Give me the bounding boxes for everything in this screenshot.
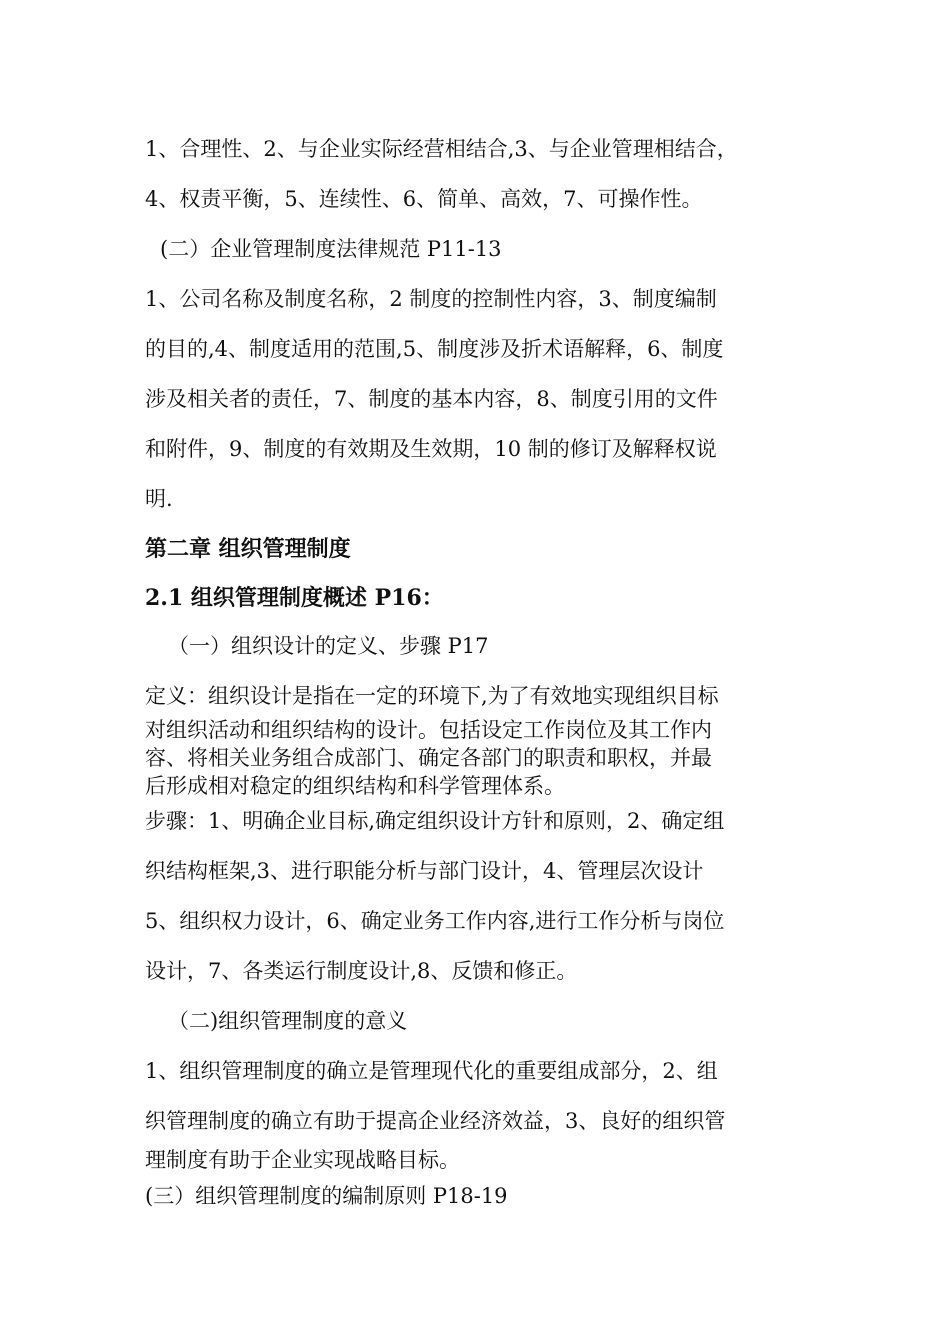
paragraph-line: 对组织活动和组织结构的设计。包括设定工作岗位及其工作内 (145, 718, 712, 742)
paragraph-line: 5、组织权力设计，6、确定业务工作内容,进行工作分析与岗位 (145, 909, 725, 933)
paragraph-line: 1、公司名称及制度名称，2 制度的控制性内容，3、制度编制 (145, 287, 717, 311)
paragraph-line: 涉及相关者的责任，7、制度的基本内容，8、制度引用的文件 (145, 387, 718, 411)
paragraph-line: 4、权责平衡，5、连续性、6、简单、高效，7、可操作性。 (145, 187, 703, 211)
paragraph-line: 织管理制度的确立有助于提高企业经济效益，3、良好的组织管 (145, 1109, 726, 1133)
section-heading: (三）组织管理制度的编制原则 P18-19 (145, 1184, 508, 1208)
paragraph-line: 和附件，9、制度的有效期及生效期，10 制的修订及解释权说 (145, 437, 717, 461)
chapter-heading: 第二章 组织管理制度 (145, 536, 351, 562)
paragraph-line: 步骤：1、明确企业目标,确定组织设计方针和原则，2、确定组 (145, 809, 725, 833)
paragraph-line: 设计，7、各类运行制度设计,8、反馈和修正。 (145, 959, 578, 983)
section-heading: (二）企业管理制度法律规范 P11-13 (160, 237, 502, 261)
paragraph-line: 1、组织管理制度的确立是管理现代化的重要组成部分，2、组 (145, 1059, 718, 1083)
paragraph-line: 定义：组织设计是指在一定的环境下,为了有效地实现组织目标 (145, 684, 719, 708)
section-heading: （二)组织管理制度的意义 (168, 1009, 408, 1033)
paragraph-line: 明. (145, 487, 173, 511)
paragraph-line: 织结构框架,3、进行职能分析与部门设计，4、管理层次设计 (145, 859, 704, 883)
section-heading: （一）组织设计的定义、步骤 P17 (168, 634, 489, 658)
paragraph-line: 容、将相关业务组合成部门、确定各部门的职责和职权，并最 (145, 746, 712, 770)
paragraph-line: 1、合理性、2、与企业实际经营相结合,3、与企业管理相结合， (145, 137, 738, 161)
paragraph-line: 的目的,4、制度适用的范围,5、制度涉及折术语解释，6、制度 (145, 337, 724, 361)
subsection-heading: 2.1 组织管理制度概述 P16： (145, 585, 444, 611)
paragraph-line: 理制度有助于企业实现战略目标。 (145, 1148, 460, 1172)
paragraph-line: 后形成相对稳定的组织结构和科学管理体系。 (145, 774, 565, 798)
